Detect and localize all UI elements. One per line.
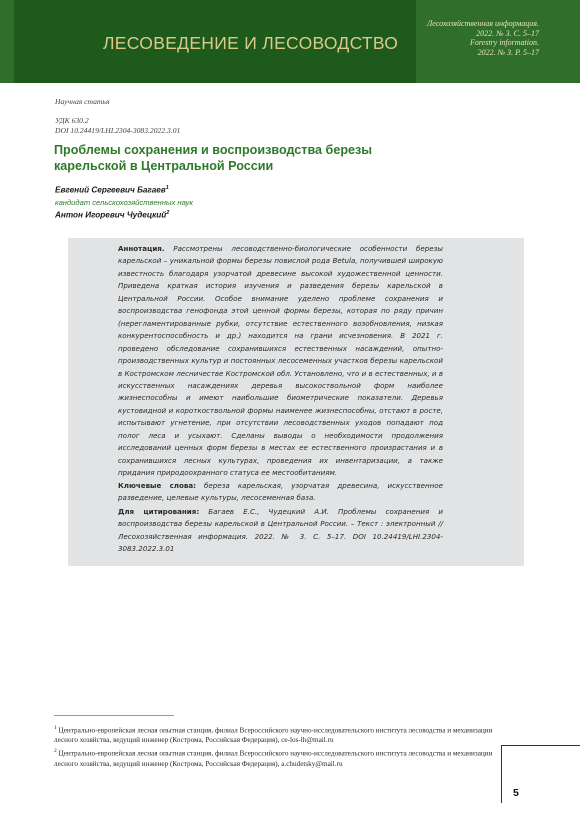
citation-text: Багаев Е.С., Чудецкий А.И. Проблемы сохранения и воспроизводства березы карельской в Центральной России. – Текст : электронный // Лесохозяйственная информация. 2022. № 3. С. 5–17. DOI 10.24419/LHI.2304-3083.2022.3.01 [118, 507, 443, 554]
footnotes [54, 723, 514, 770]
footnote-2-text: Центрально-европейская лесная опытная станция, филиал Всероссийского научно-исследовательского института лесоводства и механизации лесного хозяйства, ведущий инженер (Кострома, Российская Федерация), a.chudetsky@mail.ru [54, 749, 493, 768]
journal-en-ref: 2022. № 3. P. 5–17 [477, 47, 539, 57]
udk-code: УДК 630.2 [55, 116, 89, 125]
page-number-divider [501, 745, 502, 803]
author-1-degree: кандидат сельскохозяйственных наук [55, 198, 193, 207]
footnote-1-text: Центрально-европейская лесная опытная станция, филиал Всероссийского научно-исследовательского института лесоводства и механизации лесного хозяйства, ведущий инженер (Кострома, Российская Федерация), ce-los-lh@mail.ru [54, 726, 493, 745]
journal-info [427, 19, 539, 57]
author-1-name: Евгений Сергеевич Багаев [55, 185, 166, 195]
author-2-mark: 2 [166, 210, 170, 216]
journal-ru-ref: 2022. № 3. С. 5–17 [476, 28, 539, 38]
footnote-divider [54, 715, 174, 716]
footnote-2-mark: 2 [54, 748, 57, 755]
author-2-name: Антон Игоревич Чудецкий [55, 210, 167, 220]
page-number-rule [501, 745, 580, 746]
doi-text: DOI 10.24419/LHI.2304-3083.2022.3.01 [55, 126, 181, 135]
footnote-1 [54, 723, 514, 745]
article-title: Проблемы сохранения и воспроизводства березы карельской в Центральной России [54, 143, 373, 173]
journal-ru: Лесохозяйственная информация. [426, 19, 539, 28]
article-type: Научная статья [55, 97, 110, 106]
abstract-label: Аннотация. [118, 244, 165, 253]
footnote-2 [54, 746, 514, 768]
abstract-text: Рассмотрены лесоводственно-биологические особенности березы карельской – уникальной формы березы повислой рода Betula, получившей широкую известность благодаря узорчатой древесине высокой художественной ценности. Приведена краткая история изучения и разведения березы карельской в Центральной России. Особое внимание уделено проблеме сохранения и воспроизводства генофонда этой ценной формы березы, которая по ряду причин (нерегламентированные рубки, отсутствие естественного возобновления, низкая конкурентоспособность и др.) находится на грани исчезновения. В 2021 г. проведено обследование сохранившихся естественных насаждений, опытно-производственных культур и постоянных лесосеменных участков березы карельской в Костромском лесничестве Костромской обл. Установлено, что и в естественных, и в искусственных насаждениях деревья высокоствольной форм наиболее жизнеспособны и имеют наибольшие биометрические показатели. Деревья кустовидной и короткоствольной формы наименее жизнеспособны, отстают в росте, испытывают угнетение, при отсутствии лесоводственных уходов попадают под полог леса и усыхают. Сделаны выводы о необходимости продолжения исследований ценных форм березы в местах ее естественного произрастания и в сохранившихся лесных культурах, проведения их инвентаризации, а также придания природоохранного статуса ее местообитаниям. [118, 244, 443, 478]
keywords-text: береза карельская, узорчатая древесина, искусственное разведение, целевые культуры, лесосеменная база. [118, 481, 443, 503]
keywords-label: Ключевые слова: [118, 481, 196, 490]
author-1 [55, 185, 169, 195]
abstract-section [118, 243, 443, 480]
keywords-section [118, 480, 443, 505]
journal-en: Forestry information. [469, 38, 539, 48]
page-number: 5 [513, 787, 519, 799]
citation-section [118, 506, 443, 556]
section-title: ЛЕСОВЕДЕНИЕ И ЛЕСОВОДСТВО [103, 33, 399, 53]
author-1-mark: 1 [165, 185, 169, 191]
author-2 [55, 210, 169, 220]
footnote-1-mark: 1 [54, 725, 57, 731]
section-band [14, 0, 416, 83]
citation-label: Для цитирования: [118, 507, 200, 516]
